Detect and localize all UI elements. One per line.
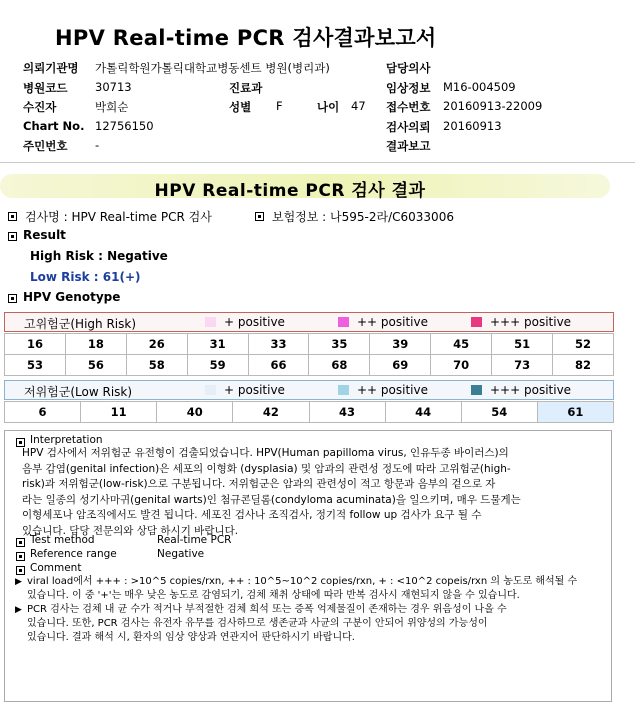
report-title: HPV Real-time PCR 검사결과보고서	[55, 26, 437, 50]
high-risk-genotype-table	[4, 333, 614, 376]
genotype-cell: 18	[65, 334, 126, 355]
department-label: 진료과	[229, 81, 263, 95]
resident-no-label: 주민번호	[23, 139, 68, 153]
result-heading: Result	[23, 228, 66, 242]
reference-range-label: Reference range	[30, 548, 117, 560]
genotype-cell: 39	[370, 334, 431, 355]
request-date-label: 검사의뢰	[386, 120, 431, 134]
genotype-cell: 35	[309, 334, 370, 355]
age-value: 47	[351, 99, 366, 113]
bullet-square-icon	[16, 552, 25, 561]
comment-line: PCR 검사는 검체 내 균 수가 적거나 부적절한 검체 희석 또는 증폭 억제물질이 존재하는 경우 위음성이 나올 수	[27, 604, 507, 615]
plus1-swatch-icon	[205, 385, 216, 395]
high-risk-result: High Risk : Negative	[30, 249, 168, 263]
header-divider	[0, 162, 635, 163]
doctor-label: 담당의사	[386, 61, 431, 75]
table-row	[5, 402, 614, 423]
plus2-swatch-icon	[338, 385, 349, 395]
genotype-cell: 43	[309, 402, 385, 423]
genotype-cell: 68	[309, 355, 370, 376]
bullet-square-icon	[255, 212, 264, 221]
examinee-value: 박희순	[95, 100, 129, 114]
test-method-label: Test method	[30, 534, 95, 546]
low-risk-result: Low Risk : 61(+)	[30, 270, 141, 284]
genotype-cell: 66	[248, 355, 309, 376]
genotype-cell: 59	[187, 355, 248, 376]
high-risk-group-label: 고위험군(High Risk)	[24, 317, 136, 331]
interpretation-line: risk)과 저위험군(low-risk)으로 구분됩니다. 저위험군은 암과의 관련성이 적고 항문과 음부의 겉으로 자	[22, 478, 496, 490]
genotype-cell: 51	[492, 334, 553, 355]
resident-no-value: -	[95, 138, 100, 152]
genotype-cell: 73	[492, 355, 553, 376]
legend-plus3: +++ positive	[490, 383, 572, 397]
arrow-right-icon: ▶	[15, 577, 22, 587]
plus3-swatch-icon	[471, 385, 482, 395]
interpretation-line: HPV 검사에서 저위험군 유전형이 검출되었습니다. HPV(Human papilloma virus, 인유두종 바이러스)의	[22, 447, 509, 459]
legend-plus2: ++ positive	[357, 315, 428, 329]
plus2-swatch-icon	[338, 317, 349, 327]
request-date-value: 20160913	[443, 119, 502, 133]
legend-plus2: ++ positive	[357, 383, 428, 397]
legend-plus1: + positive	[224, 315, 285, 329]
low-risk-group-label: 저위험군(Low Risk)	[24, 385, 133, 399]
chart-no-value: 12756150	[95, 119, 154, 133]
test-method-value: Real-time PCR	[157, 534, 232, 546]
interpretation-line: 있습니다. 담당 전문의와 상담 하시기 바랍니다.	[22, 524, 239, 537]
bullet-square-icon	[16, 566, 25, 575]
genotype-cell: 11	[81, 402, 157, 423]
interpretation-heading: Interpretation	[30, 434, 103, 446]
hospital-code-value: 30713	[95, 80, 132, 94]
result-report-label: 결과보고	[386, 139, 431, 153]
result-banner-title: HPV Real-time PCR 검사 결과	[154, 181, 426, 201]
genotype-cell: 58	[126, 355, 187, 376]
interpretation-line: 이형세포나 암조직에서도 발견 됩니다. 세포진 검사나 조직검사, 정기적 follow up 검사가 요구 될 수	[22, 509, 482, 521]
comment-line: 있습니다. 이 중 '+'는 매우 낮은 농도로 감염되기, 검체 채취 상태에 따라 반복 검사시 재현되지 않을 수 있습니다.	[27, 590, 520, 601]
genotype-cell: 44	[385, 402, 461, 423]
genotype-cell: 61	[537, 402, 613, 423]
insurance-info: 보험정보 : 나595-2라/C6033006	[272, 210, 454, 224]
genotype-cell: 31	[187, 334, 248, 355]
chart-no-label: Chart No.	[23, 119, 85, 133]
institution-label: 의뢰기관명	[23, 61, 79, 75]
bullet-square-icon	[8, 294, 17, 303]
bullet-square-icon	[8, 212, 17, 221]
genotype-cell: 45	[431, 334, 492, 355]
genotype-cell: 56	[65, 355, 126, 376]
genotype-cell: 69	[370, 355, 431, 376]
genotype-cell: 33	[248, 334, 309, 355]
genotype-cell: 6	[5, 402, 81, 423]
clinical-info-value: M16-004509	[443, 80, 516, 94]
reference-range-value: Negative	[157, 548, 205, 560]
comment-text-1	[27, 575, 577, 603]
bullet-square-icon	[16, 538, 25, 547]
genotype-cell: 54	[461, 402, 537, 423]
interpretation-line: 라는 일종의 성기사마귀(genital warts)인 첨규콘딜롬(condyloma acuminata)을 일으키며, 매우 드물게는	[22, 493, 521, 506]
plus3-swatch-icon	[471, 317, 482, 327]
comment-text-2	[27, 603, 507, 645]
plus1-swatch-icon	[205, 317, 216, 327]
genotype-cell: 53	[5, 355, 66, 376]
legend-plus1: + positive	[224, 383, 285, 397]
genotype-cell: 26	[126, 334, 187, 355]
arrow-right-icon: ▶	[15, 605, 22, 615]
comment-heading: Comment	[30, 562, 82, 574]
genotype-cell: 82	[553, 355, 614, 376]
comment-line: 있습니다. 결과 해석 시, 환자의 임상 양상과 연관지어 판단하시기 바랍니다.	[27, 632, 355, 643]
low-risk-genotype-table	[4, 401, 614, 423]
bullet-square-icon	[8, 232, 17, 241]
genotype-cell: 70	[431, 355, 492, 376]
sex-label: 성별	[229, 100, 252, 114]
interpretation-text	[22, 446, 521, 539]
examinee-label: 수진자	[23, 100, 57, 114]
genotype-cell: 42	[233, 402, 309, 423]
institution-value: 가톨릭학원가톨릭대학교병동센트 병원(병리과)	[95, 61, 330, 75]
comment-line: 있습니다. 또한, PCR 검사는 유전자 유무를 검사하므로 생존균과 사균의 구분이 안되어 위양성의 가능성이	[27, 618, 488, 629]
genotype-cell: 52	[553, 334, 614, 355]
legend-plus3: +++ positive	[490, 315, 572, 329]
hospital-code-label: 병원코드	[23, 81, 68, 95]
table-row	[5, 334, 614, 355]
test-name: 검사명 : HPV Real-time PCR 검사	[25, 210, 212, 224]
clinical-info-label: 임상정보	[386, 81, 431, 95]
genotype-heading: HPV Genotype	[23, 290, 121, 304]
age-label: 나이	[317, 100, 340, 114]
sex-value: F	[276, 99, 283, 113]
genotype-cell: 40	[157, 402, 233, 423]
receipt-no-value: 20160913-22009	[443, 99, 543, 113]
comment-line: viral load에서 +++ : >10^5 copies/rxn, ++ : 10^5~10^2 copies/rxn, + : <10^2 copeis/rxn 의 농도로 해석될 수	[27, 576, 578, 587]
interpretation-line: 음부 감염(genital infection)은 세포의 이형화 (dysplasia) 및 암과의 관련성 정도에 따라 고위험군(high-	[22, 462, 511, 475]
table-row	[5, 355, 614, 376]
genotype-cell: 16	[5, 334, 66, 355]
receipt-no-label: 접수번호	[386, 100, 431, 114]
